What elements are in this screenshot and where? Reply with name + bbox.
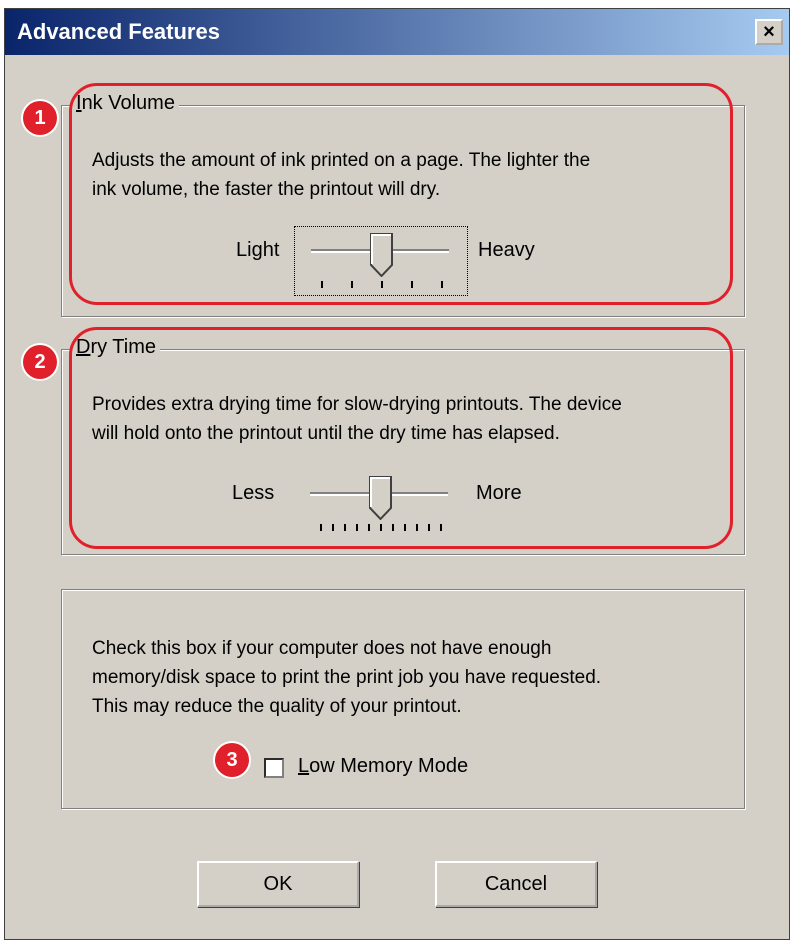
dry-time-legend-access-key: D bbox=[76, 336, 91, 358]
low-memory-mode-access-key: L bbox=[298, 755, 310, 777]
low-memory-mode-label[interactable] bbox=[298, 755, 468, 778]
annotation-badge-3: 3 bbox=[215, 743, 249, 777]
ok-button-label: OK bbox=[263, 872, 293, 895]
low-memory-description-line1: Check this box if your computer does not have enough bbox=[92, 638, 552, 659]
cancel-button[interactable] bbox=[435, 861, 597, 907]
ink-volume-legend-access-key: I bbox=[76, 92, 82, 114]
low-memory-description-line3: This may reduce the quality of your printout. bbox=[92, 696, 462, 717]
low-memory-group bbox=[61, 589, 745, 809]
ok-button[interactable] bbox=[197, 861, 359, 907]
ink-volume-legend-text: nk Volume bbox=[81, 92, 175, 114]
window-title: Advanced Features bbox=[17, 19, 220, 44]
low-memory-description-line2: memory/disk space to print the print job you have requested. bbox=[92, 667, 602, 688]
ink-volume-max-label: Heavy bbox=[478, 239, 535, 261]
dry-time-legend-text: ry Time bbox=[90, 336, 157, 358]
ink-volume-highlight bbox=[69, 83, 733, 305]
title-bar[interactable] bbox=[5, 9, 789, 55]
ink-volume-min-label: Light bbox=[236, 239, 280, 261]
close-icon: × bbox=[763, 21, 775, 43]
ink-volume-description-line1: Adjusts the amount of ink printed on a page. The lighter the bbox=[92, 150, 591, 171]
dry-time-description-line2: will hold onto the printout until the dry time has elapsed. bbox=[92, 423, 560, 444]
low-memory-description bbox=[92, 634, 732, 721]
advanced-features-dialog bbox=[4, 8, 790, 940]
dry-time-min-label: Less bbox=[232, 482, 275, 504]
dry-time-highlight bbox=[69, 327, 733, 549]
dry-time-description-line1: Provides extra drying time for slow-drying printouts. The device bbox=[92, 394, 622, 415]
cancel-button-label: Cancel bbox=[484, 872, 548, 895]
low-memory-mode-checkbox[interactable] bbox=[264, 758, 284, 778]
ink-volume-description-line2: ink volume, the faster the printout will dry. bbox=[92, 179, 441, 200]
annotation-badge-1: 1 bbox=[23, 101, 57, 135]
annotation-badge-2: 2 bbox=[23, 345, 57, 379]
dry-time-max-label: More bbox=[476, 482, 522, 504]
close-button[interactable] bbox=[755, 19, 783, 45]
low-memory-mode-label-text: ow Memory Mode bbox=[309, 755, 469, 777]
